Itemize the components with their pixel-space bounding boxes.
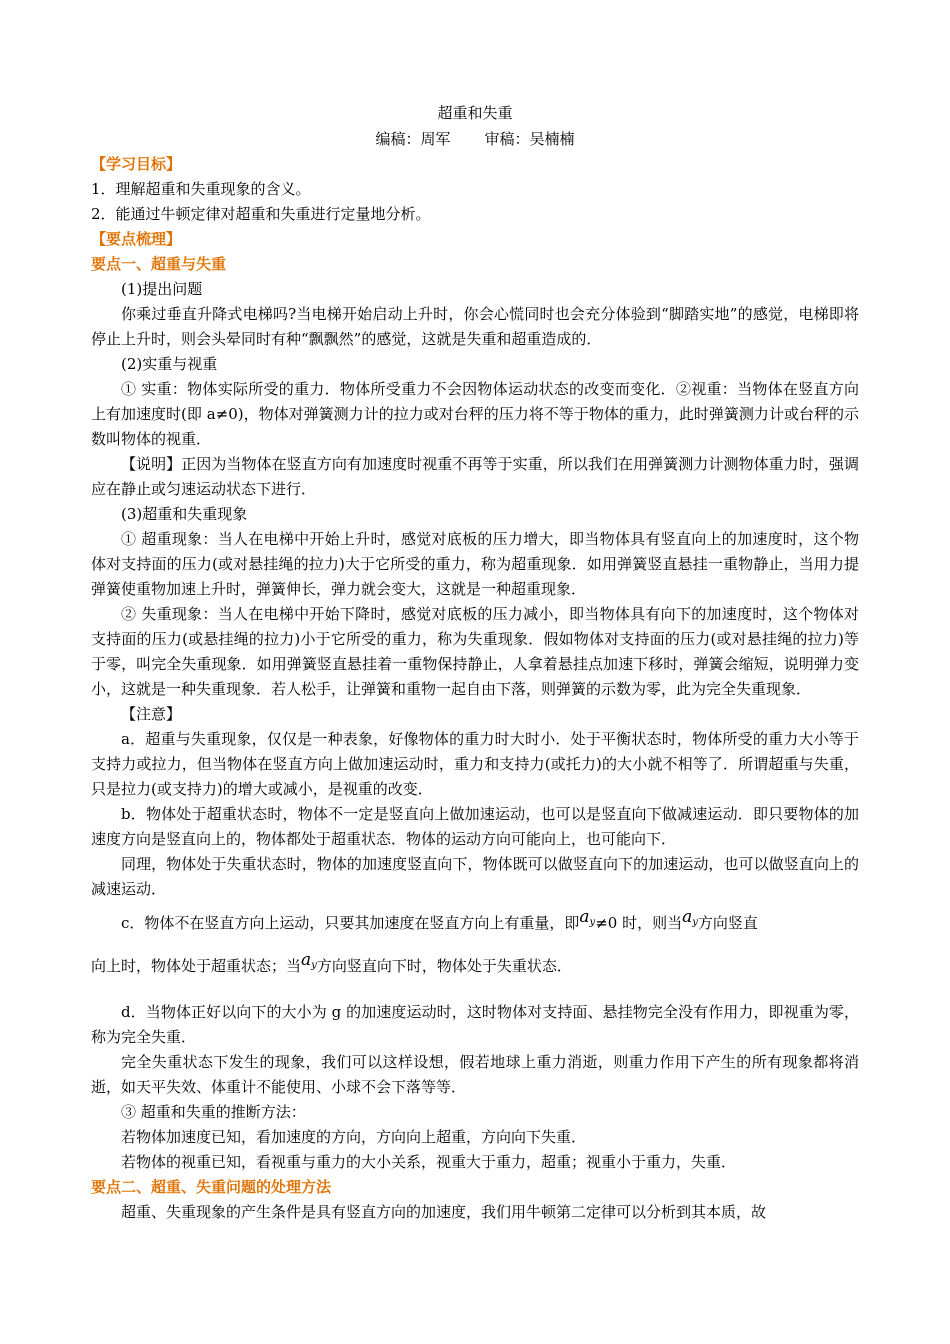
method-line-2: 若物体的视重已知，看视重与重力的大小关系，视重大于重力，超重；视重小于重力，失重． xyxy=(121,1153,737,1171)
method-title: ③ 超重和失重的推断方法： xyxy=(121,1103,306,1121)
question-2-paragraph: ① 实重：物体实际所受的重力．物体所受重力不会因物体运动状态的改变而变化．②视重：当物体在竖直方向上有加速度时(即 a≠0)，物体对弹簧测力计的拉力或对台秤的压力将不等于物体的重力，此时弹簧测力计或台秤的示数叫物体的视重． xyxy=(91,380,859,448)
question-2-title: (2)实重与视重 xyxy=(121,355,218,373)
point-two-paragraph: 超重、失重现象的产生条件是具有竖直方向的加速度，我们用牛顿第二定律可以分析到其本质，故 xyxy=(121,1203,767,1221)
note-a-paragraph: a．超重与失重现象，仅仅是一种表象，好像物体的重力时大时小．处于平衡状态时，物体所受的重力大小等于支持力或拉力，但当物体在竖直方向上做加速运动时，重力和支持力(或托力)的大小就不相等了．所谓超重与失重，只是拉力(或支持力)的增大或减小，是视重的改变． xyxy=(91,730,859,798)
math-a-y: $a_y$ xyxy=(682,907,698,928)
note-c-paragraph: c．物体不在竖直方向上运动，只要其加速度在竖直方向上有重量，即$a_y\ne 0$ 时，则当$a_y$方向竖直 xyxy=(121,907,758,932)
question-1-paragraph: 你乘过垂直升降式电梯吗?当电梯开始启动上升时，你会心慌同时也会充分体验到“脚踏实地”的感觉，电梯即将停止上升时，则会头晕同时有种“飘飘然”的感觉，这就是失重和超重造成的． xyxy=(91,305,859,348)
note-same-paragraph: 同理，物体处于失重状态时，物体的加速度竖直向下，物体既可以做竖直向下的加速运动，也可以做竖直向上的减速运动． xyxy=(91,855,859,898)
goals-heading: 【学习目标】 xyxy=(91,155,182,173)
point-two-heading: 要点二、超重、失重问题的处理方法 xyxy=(91,1178,332,1196)
byline xyxy=(91,126,859,152)
explain-paragraph: 【说明】正因为当物体在竖直方向有加速度时视重不再等于实重，所以我们在用弹簧测力计测物体重力时，强调应在静止或匀速运动状态下进行． xyxy=(91,455,859,498)
note-b-paragraph: b．物体处于超重状态时，物体不一定是竖直向上做加速运动，也可以是竖直向下做减速运动．即只要物体的加速度方向是竖直向上的，物体都处于超重状态．物体的运动方向可能向上，也可能向下． xyxy=(91,805,859,848)
question-1-title: (1)提出问题 xyxy=(121,280,203,298)
method-line-1: 若物体加速度已知，看加速度的方向，方向向上超重，方向向下失重． xyxy=(121,1128,587,1146)
question-3-title: (3)超重和失重现象 xyxy=(121,505,248,523)
note-d-paragraph: d．当物体正好以向下的大小为 g 的加速度运动时，这时物体对支持面、悬挂物完全没有作用力，即视重为零，称为完全失重． xyxy=(91,1003,859,1046)
goal-item-1: 1．理解超重和失重现象的含义。 xyxy=(91,180,311,198)
reviewer-label: 审稿：吴楠楠 xyxy=(484,130,575,148)
math-a-y: $a_y$ xyxy=(301,950,317,971)
points-heading: 【要点梳理】 xyxy=(91,230,182,248)
editor-label: 编稿：周军 xyxy=(375,130,451,148)
note-c-continuation: 向上时，物体处于超重状态；当$a_y$方向竖直向下时，物体处于失重状态． xyxy=(91,950,572,975)
document-title: 超重和失重 xyxy=(437,104,513,122)
goal-item-2: 2．能通过牛顿定律对超重和失重进行定量地分析。 xyxy=(91,205,431,223)
full-weightless-paragraph: 完全失重状态下发生的现象，我们可以这样设想，假若地球上重力消逝，则重力作用下产生的所有现象都将消逝，如天平失效、体重计不能使用、小球不会下落等等． xyxy=(91,1053,859,1096)
overweight-paragraph: ① 超重现象：当人在电梯中开始上升时，感觉对底板的压力增大，即当物体具有竖直向上的加速度时，这个物体对支持面的压力(或对悬挂绳的拉力)大于它所受的重力，称为超重现象．如用弹簧竖直悬挂一重物静止，当用力提弹簧使重物加速上升时，弹簧伸长，弹力就会变大，这就是一种超重现象． xyxy=(91,530,859,598)
note-heading: 【注意】 xyxy=(121,705,182,723)
document-page xyxy=(91,100,859,1225)
point-one-heading: 要点一、超重与失重 xyxy=(91,255,227,273)
math-a-y: $a_y$ xyxy=(579,907,596,928)
weightless-paragraph: ② 失重现象：当人在电梯中开始下降时，感觉对底板的压力减小，即当物体具有向下的加速度时，这个物体对支持面的压力(或悬挂绳的拉力)小于它所受的重力，称为失重现象．假如物体对支持面的压力(或对悬挂绳的拉力)等于零，叫完全失重现象．如用弹簧竖直悬挂着一重物保持静止，人拿着悬挂点加速下移时，弹簧会缩短，说明弹力变小，这就是一种失重现象．若人松手，让弹簧和重物一起自由下落，则弹簧的示数为零，此为完全失重现象． xyxy=(91,605,859,698)
